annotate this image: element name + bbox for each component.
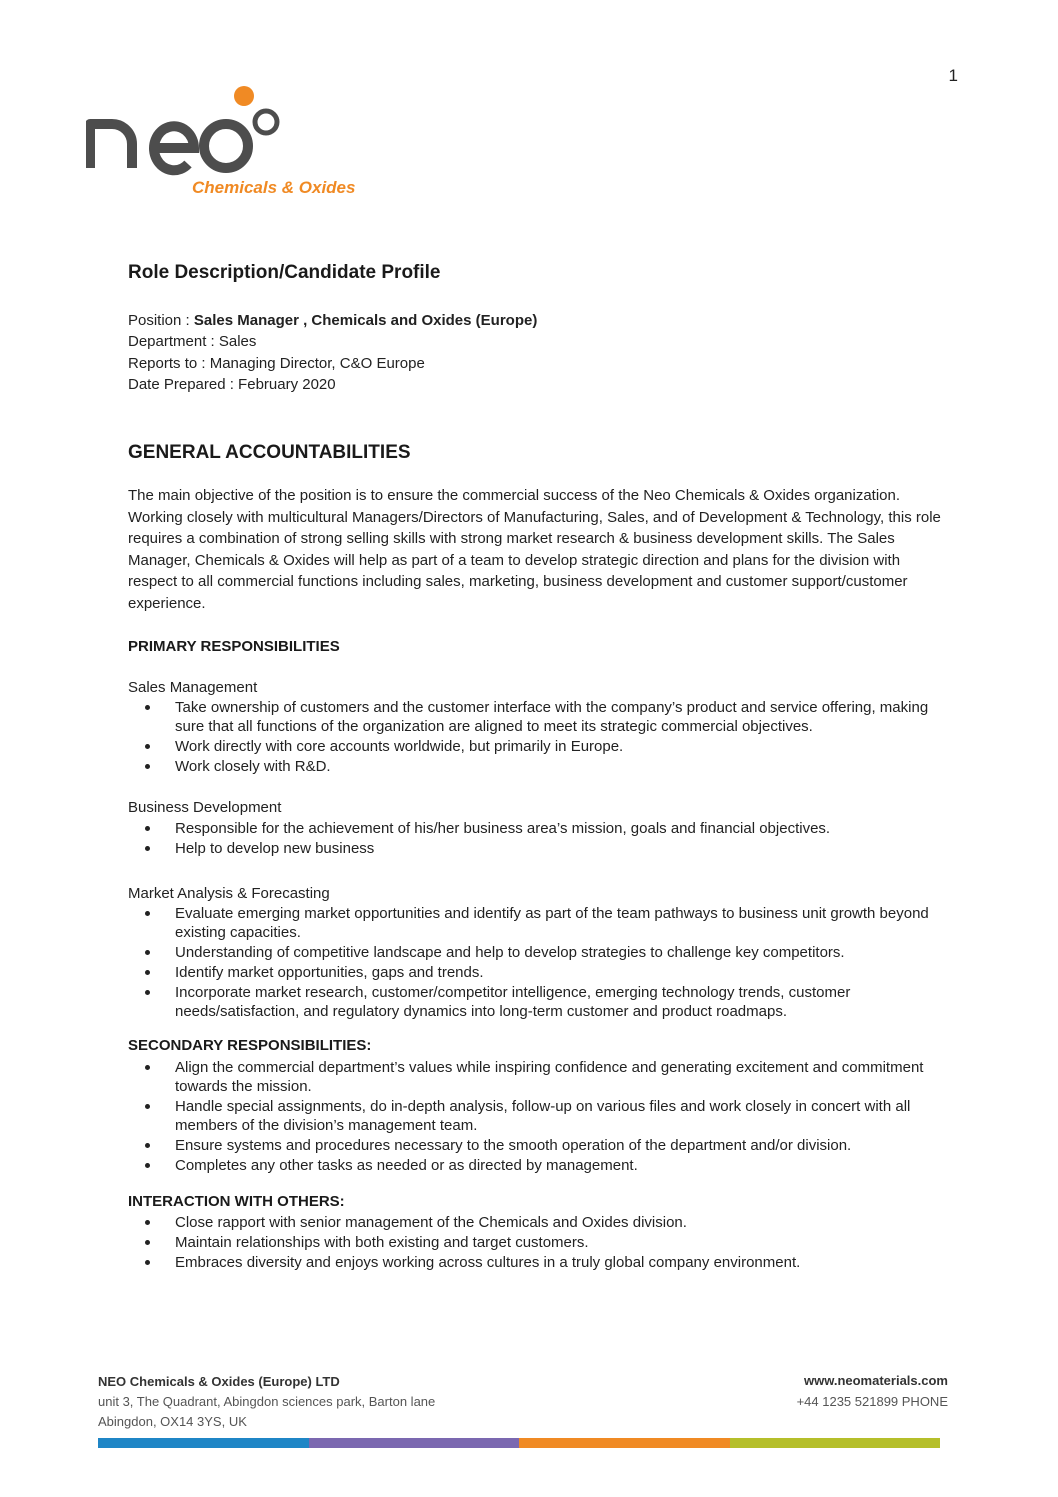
footer-address-line-1: unit 3, The Quadrant, Abingdon sciences park, Barton lane	[98, 1394, 436, 1409]
general-accountabilities-heading: GENERAL ACCOUNTABILITIES	[128, 441, 411, 463]
list-item: Close rapport with senior management of the Chemicals and Oxides division.	[175, 1213, 948, 1232]
primary-responsibilities-heading: PRIMARY RESPONSIBILITIES	[128, 638, 340, 655]
color-bar-segment	[309, 1438, 520, 1448]
position-line	[128, 310, 948, 332]
footer-website-link[interactable]: www.neomaterials.com	[803, 1373, 948, 1388]
list-item: Embraces diversity and enjoys working across cultures in a truly global company environment.	[175, 1253, 948, 1272]
list-item: Take ownership of customers and the customer interface with the company’s product and service offering, making sure that all functions of the organization are aligned to meet its strategic commercial objectives.	[175, 698, 948, 736]
business-development-subheading: Business Development	[128, 799, 282, 816]
sales-management-subheading: Sales Management	[128, 678, 258, 696]
position-label: Position :	[128, 311, 194, 329]
list-item: Completes any other tasks as needed or as directed by management.	[175, 1156, 948, 1175]
market-analysis-list	[128, 904, 948, 1021]
footer-address-line-2: Abingdon, OX14 3YS, UK	[98, 1414, 247, 1429]
list-item: Evaluate emerging market opportunities and identify as part of the team pathways to business unit growth beyond existing capacities.	[175, 904, 948, 942]
list-item: Understanding of competitive landscape and help to develop strategies to challenge key competitors.	[175, 943, 948, 962]
color-bar-segment	[98, 1438, 309, 1448]
footer-phone: +44 1235 521899 PHONE	[796, 1394, 948, 1409]
department-line: Department : Sales	[128, 333, 257, 350]
list-item: Maintain relationships with both existing and target customers.	[175, 1233, 948, 1252]
reports-to-line: Reports to : Managing Director, C&O Europe	[128, 354, 425, 372]
footer-contact	[797, 1370, 948, 1412]
business-development-list	[128, 819, 948, 858]
neo-logo	[86, 86, 386, 206]
logo-tagline: Chemicals & Oxides	[192, 178, 356, 197]
footer-color-bar	[98, 1438, 940, 1448]
footer-address	[98, 1372, 435, 1432]
list-item: Work directly with core accounts worldwide, but primarily in Europe.	[175, 737, 948, 756]
list-item: Handle special assignments, do in-depth analysis, follow-up on various files and work closely in concert with all members of the division’s management team.	[175, 1097, 948, 1135]
market-analysis-subheading: Market Analysis & Forecasting	[128, 884, 330, 902]
general-paragraph: The main objective of the position is to ensure the commercial success of the Neo Chemicals & Oxides organization. Working closely with multicultural Managers/Directors of Manufacturing, Sales, and of Development & Technology, this role requires a combination of strong selling skills with strong market research & business development skills. The Sales Manager, Chemicals & Oxides will help as part of a team to develop strategic direction and plans for the division with respect to all commercial functions including sales, marketing, business development and customer support/customer experience.	[128, 487, 941, 612]
sales-management-list	[128, 698, 948, 776]
list-item: Incorporate market research, customer/competitor intelligence, emerging technology trends, customer needs/satisfaction, and regulatory dynamics into long-term customer and product roadmaps.	[175, 983, 948, 1021]
footer-company-name: NEO Chemicals & Oxides (Europe) LTD	[98, 1374, 340, 1389]
list-item: Help to develop new business	[175, 839, 948, 858]
secondary-responsibilities-heading: SECONDARY RESPONSIBILITIES:	[128, 1037, 372, 1054]
color-bar-segment	[730, 1438, 941, 1448]
list-item: Ensure systems and procedures necessary to the smooth operation of the department and/or division.	[175, 1136, 948, 1155]
position-value: Sales Manager , Chemicals and Oxides (Europe)	[193, 311, 538, 329]
document-body	[128, 262, 948, 1273]
list-item: Align the commercial department’s values while inspiring confidence and generating excitement and commitment towards the mission.	[175, 1058, 948, 1096]
list-item: Responsible for the achievement of his/her business area’s mission, goals and financial objectives.	[175, 819, 948, 838]
interaction-list	[128, 1213, 948, 1272]
interaction-heading: INTERACTION WITH OTHERS:	[128, 1192, 345, 1210]
date-prepared-line: Date Prepared : February 2020	[128, 376, 336, 393]
list-item: Identify market opportunities, gaps and trends.	[175, 963, 948, 982]
document-title: Role Description/Candidate Profile	[128, 262, 441, 283]
page-number: 1	[948, 66, 958, 85]
list-item: Work closely with R&D.	[175, 757, 948, 776]
color-bar-segment	[519, 1438, 730, 1448]
secondary-responsibilities-list	[128, 1058, 948, 1175]
